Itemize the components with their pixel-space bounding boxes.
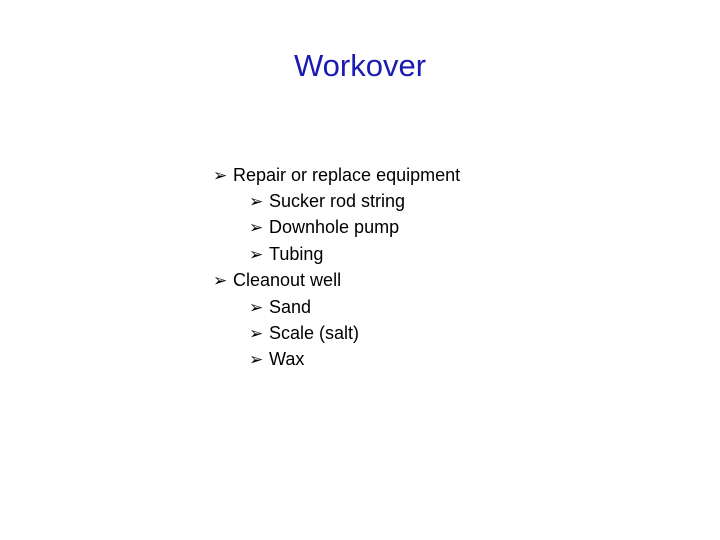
bullet-label: Downhole pump — [269, 217, 400, 238]
slide-title: Workover — [293, 48, 427, 83]
arrow-bullet-icon: ➢ — [249, 244, 264, 264]
bullet-label: Sucker rod string — [269, 191, 406, 212]
bullet-item-sand — [213, 294, 460, 320]
arrow-bullet-icon: ➢ — [249, 324, 264, 344]
bullet-label: Scale (salt) — [269, 323, 360, 344]
bullet-label: Sand — [269, 296, 312, 317]
bullet-item-repair — [213, 162, 460, 188]
bullet-label: Wax — [269, 349, 305, 370]
arrow-bullet-icon: ➢ — [249, 350, 264, 370]
arrow-bullet-icon: ➢ — [213, 165, 228, 185]
bullet-item-cleanout — [213, 268, 460, 294]
arrow-bullet-icon: ➢ — [249, 218, 264, 238]
bullet-label: Repair or replace equipment — [233, 164, 461, 185]
bullet-item-scale — [213, 320, 460, 346]
bullet-label: Tubing — [269, 243, 324, 264]
bullet-item-downhole-pump — [213, 215, 460, 241]
bullet-item-sucker-rod — [213, 188, 460, 214]
bullet-label: Cleanout well — [233, 270, 342, 291]
arrow-bullet-icon: ➢ — [213, 271, 228, 291]
bullet-item-wax — [213, 347, 460, 373]
bullet-item-tubing — [213, 241, 460, 267]
arrow-bullet-icon: ➢ — [249, 192, 264, 212]
arrow-bullet-icon: ➢ — [249, 297, 264, 317]
bullet-list — [213, 162, 460, 373]
